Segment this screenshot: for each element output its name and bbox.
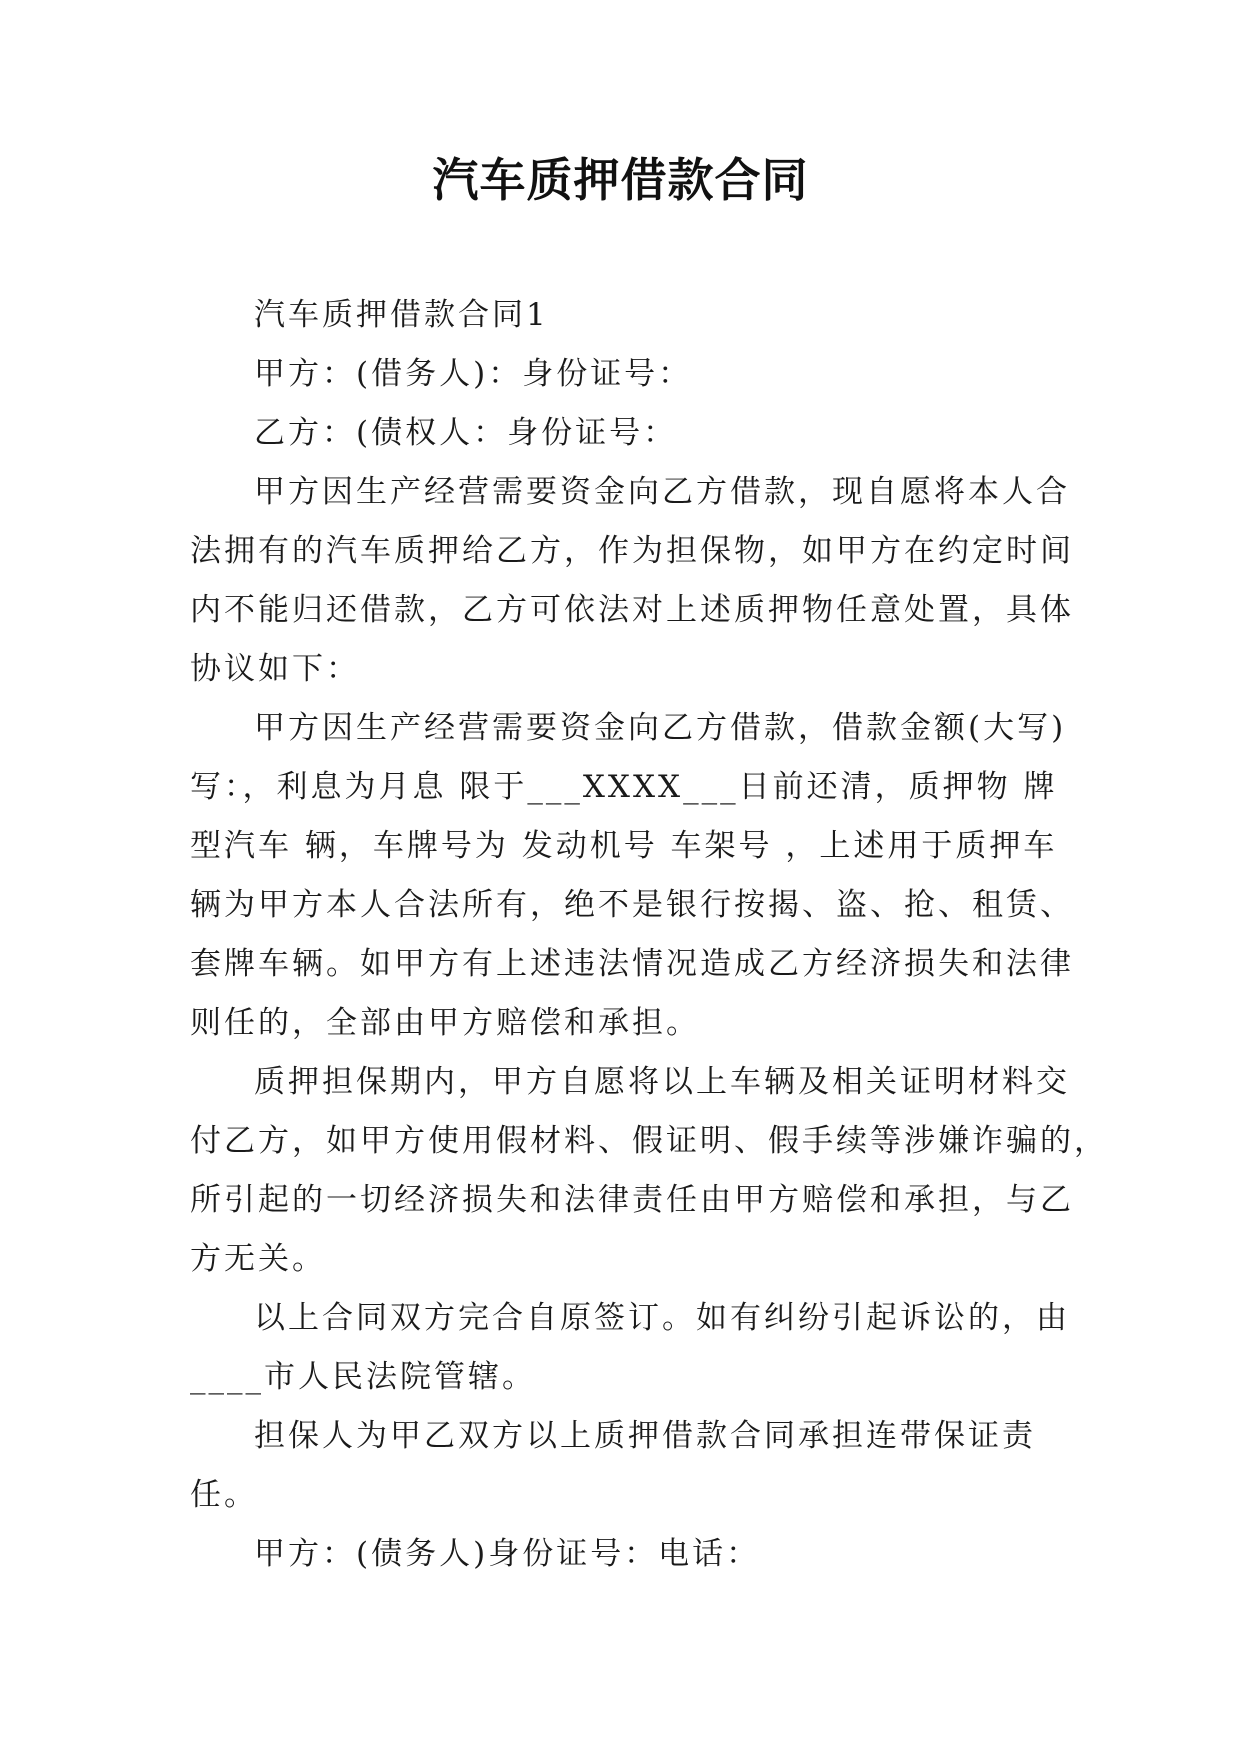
paragraph-line: 则任的，全部由甲方赔偿和承担。 xyxy=(190,1005,700,1041)
paragraph-line: 型汽车 辆，车牌号为 发动机号 车架号 ，上述用于质押车 xyxy=(190,828,1058,864)
document-body xyxy=(190,286,1108,1584)
paragraph-line: 套牌车辆。如甲方有上述违法情况造成乙方经济损失和法律 xyxy=(190,946,1074,982)
paragraph-line: 协议如下： xyxy=(190,651,360,687)
paragraph-line: 付乙方，如甲方使用假材料、假证明、假手续等涉嫌诈骗的， xyxy=(190,1123,1108,1159)
party-a-line: 甲方：(借务人)：身份证号： xyxy=(254,356,693,392)
paragraph-line: 写：，利息为月息 限于___XXXX___日前还清，质押物 牌 xyxy=(190,769,1058,805)
paragraph-line: 担保人为甲乙双方以上质押借款合同承担连带保证责 xyxy=(254,1418,1036,1454)
paragraph-line: 任。 xyxy=(190,1477,258,1513)
paragraph-line: ____市人民法院管辖。 xyxy=(190,1359,536,1395)
paragraph-line: 方无关。 xyxy=(190,1241,326,1277)
paragraph-line: 辆为甲方本人合法所有，绝不是银行按揭、盗、抢、租赁、 xyxy=(190,887,1074,923)
contract-heading: 汽车质押借款合同1 xyxy=(254,297,549,333)
paragraph-line: 质押担保期内，甲方自愿将以上车辆及相关证明材料交 xyxy=(254,1064,1070,1100)
document-title: 汽车质押借款合同 xyxy=(432,153,809,207)
party-b-line: 乙方：(债权人：身份证号： xyxy=(254,415,678,451)
paragraph-line: 甲方因生产经营需要资金向乙方借款，借款金额(大写) xyxy=(254,710,1067,746)
paragraph-line: 以上合同双方完合自原签订。如有纠纷引起诉讼的，由 xyxy=(254,1300,1070,1336)
signature-line: 甲方：(债务人)身份证号：电话： xyxy=(254,1536,761,1572)
paragraph-line: 甲方因生产经营需要资金向乙方借款，现自愿将本人合 xyxy=(254,474,1070,510)
paragraph-line: 法拥有的汽车质押给乙方，作为担保物，如甲方在约定时间 xyxy=(190,533,1074,569)
paragraph-line: 内不能归还借款，乙方可依法对上述质押物任意处置，具体 xyxy=(190,592,1074,628)
paragraph-line: 所引起的一切经济损失和法律责任由甲方赔偿和承担，与乙 xyxy=(190,1182,1074,1218)
